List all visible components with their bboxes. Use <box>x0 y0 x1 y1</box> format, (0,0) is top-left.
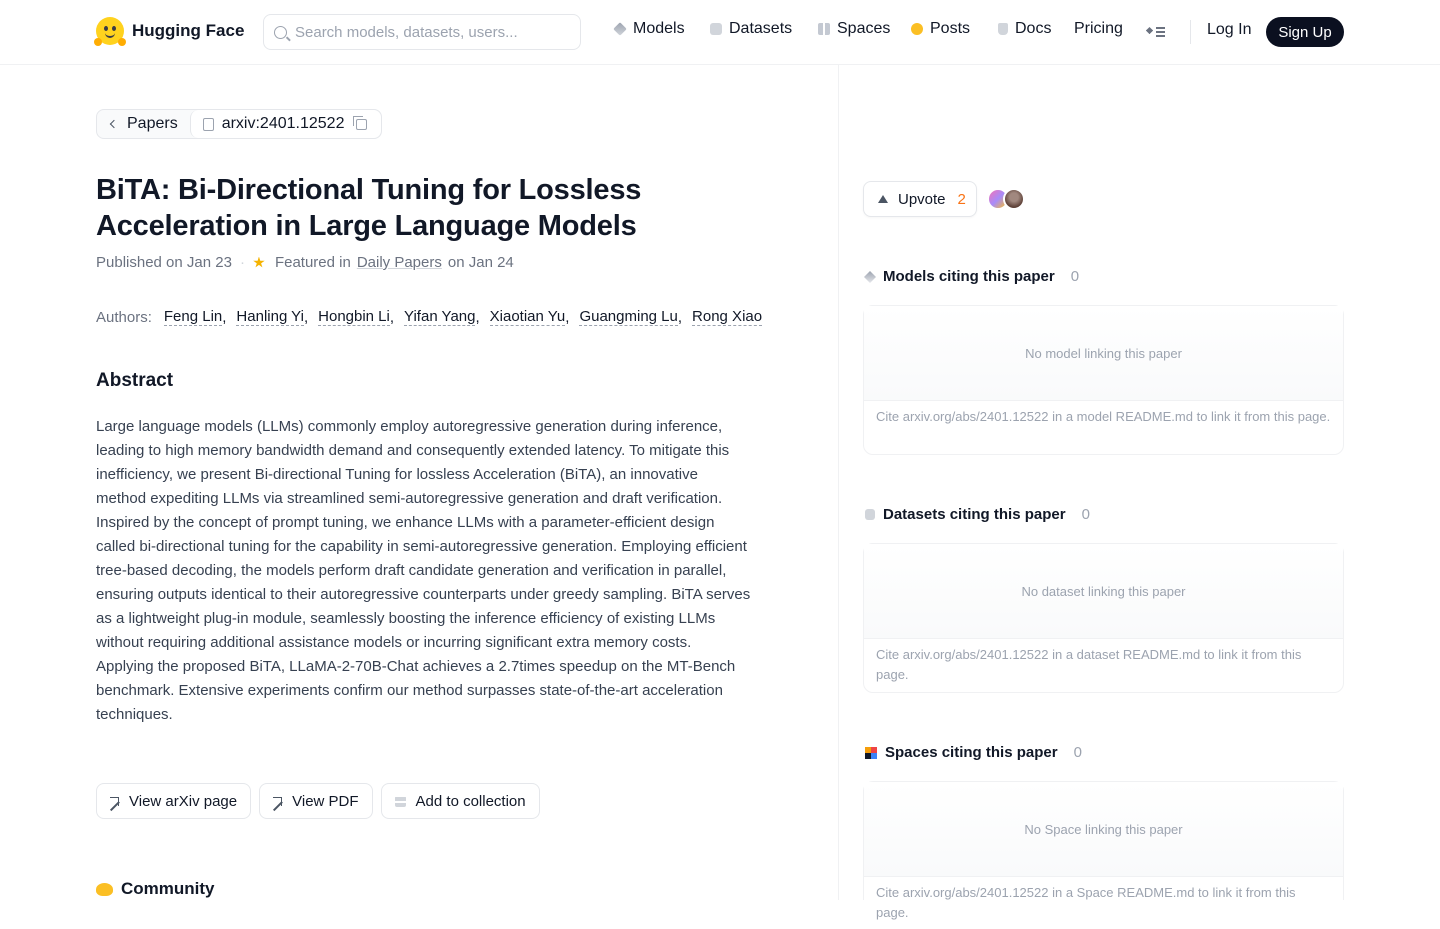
view-arxiv-label: View arXiv page <box>129 792 238 810</box>
models-cite-hint: Cite arxiv.org/abs/2401.12522 in a model README.md to link it from this page. <box>876 409 1331 424</box>
login-link[interactable]: Log In <box>1207 21 1252 38</box>
paper-title: BiTA: Bi-Directional Tuning for Lossless Acceleration in Large Language Models <box>96 174 642 242</box>
breadcrumb <box>96 109 382 139</box>
back-to-papers-link[interactable] <box>97 110 190 138</box>
paper-actions <box>96 783 540 819</box>
spaces-citing-title: Spaces citing this paper <box>885 744 1058 761</box>
featured-suffix: on Jan 24 <box>447 254 514 271</box>
paper-meta <box>96 254 514 271</box>
author-link[interactable]: Yifan Yang <box>404 308 476 325</box>
column-divider <box>838 65 839 900</box>
spaces-empty-state: No Space linking this paper <box>864 782 1343 877</box>
abstract-heading: Abstract <box>96 370 174 391</box>
book-icon <box>998 23 1008 35</box>
featured-prefix: Featured in <box>274 254 351 271</box>
breadcrumb-papers-label: Papers <box>127 115 178 132</box>
hugging-face-logo-icon <box>96 17 124 45</box>
nav-datasets-label: Datasets <box>729 20 793 37</box>
cube-icon <box>864 270 876 282</box>
top-navigation-bar <box>0 0 1440 65</box>
models-empty-state: No model linking this paper <box>864 306 1343 401</box>
models-citing-heading <box>865 268 1079 285</box>
upvoter-avatars[interactable] <box>987 188 1025 210</box>
external-link-icon <box>110 797 119 806</box>
nav-spaces-label: Spaces <box>837 20 891 37</box>
spaces-citing-card <box>863 781 1344 920</box>
datasets-citing-heading <box>865 506 1090 523</box>
brand-name: Hugging Face <box>132 21 245 40</box>
spaces-citing-count: 0 <box>1073 744 1082 761</box>
models-citing-count: 0 <box>1070 268 1080 285</box>
daily-papers-link[interactable]: Daily Papers <box>356 254 442 271</box>
authors-label: Authors: <box>96 308 152 326</box>
speech-bubble-icon <box>911 23 923 35</box>
search-box[interactable] <box>263 14 581 50</box>
collection-icon <box>395 796 406 807</box>
grid-icon <box>818 23 830 35</box>
datasets-cite-hint: Cite arxiv.org/abs/2401.12522 in a dataset README.md to link it from this page. <box>876 647 1302 682</box>
view-arxiv-button[interactable] <box>96 783 251 819</box>
brand-logo[interactable] <box>96 17 244 45</box>
search-input[interactable] <box>295 24 565 41</box>
chevron-left-icon <box>110 120 118 128</box>
datasets-empty-state: No dataset linking this paper <box>864 544 1343 639</box>
nav-docs-label: Docs <box>1015 20 1052 37</box>
header-divider <box>1190 20 1191 44</box>
author-link[interactable]: Rong Xiao <box>692 308 763 325</box>
meta-separator: · <box>239 254 245 271</box>
nav-pricing[interactable] <box>1074 20 1123 38</box>
authors-list: Authors: Feng Lin , Hanling Yi , Hongbin Li , Yifan Yang , Xiaotian Yu , Guangming Lu , Rong Xiao <box>96 308 763 326</box>
view-pdf-label: View PDF <box>292 792 359 810</box>
datasets-citing-card <box>863 543 1344 693</box>
copy-icon[interactable] <box>356 119 367 130</box>
hugging-hands-icon <box>96 883 113 896</box>
view-pdf-button[interactable] <box>259 783 372 819</box>
abstract-text: Large language models (LLMs) commonly employ autoregressive generation during inference, leading to high memory bandwidth demand and consequently extended latency. To mitigate this inefficiency, we present Bi-directional Tuning for lossless Acceleration (BiTA), an innovative method expediting LLMs via streamlined semi-autoregressive generation and draft verification. Inspired by the concept of prompt tuning, we enhance LLMs with a parameter-efficient design called bi-directional tuning for the capability in semi-autoregressive generation. Employing efficient tree-based decoding, the models perform draft candidate generation and verification in parallel, ensuring outputs identical to their autoregressive counterparts under greedy sampling. BiTA serves as a lightweight plug-in module, seamlessly boosting the inference efficiency of existing LLMs without requiring additional assistance models or incurring significant extra memory costs. Applying the proposed BiTA, LLaMA-2-70B-Chat achieves a 2.7times speedup on the MT-Bench benchmark. Extensive experiments confirm our method surpasses state-of-the-art acceleration techniques. <box>96 418 751 723</box>
upvote-button[interactable] <box>863 181 977 217</box>
nav-models-label: Models <box>633 20 685 37</box>
triangle-up-icon <box>878 195 888 203</box>
add-to-collection-button[interactable] <box>381 783 540 819</box>
nav-models[interactable] <box>614 20 685 38</box>
more-menu-icon[interactable] <box>1147 26 1165 38</box>
author-link[interactable]: Hanling Yi <box>236 308 304 325</box>
nav-pricing-label: Pricing <box>1074 20 1123 37</box>
community-label: Community <box>121 879 215 898</box>
datasets-citing-count: 0 <box>1081 506 1090 523</box>
database-icon <box>865 509 875 520</box>
author-link[interactable]: Xiaotian Yu <box>489 308 566 325</box>
spaces-grid-icon <box>865 747 877 759</box>
upvote-label: Upvote <box>898 190 946 208</box>
database-icon <box>710 23 722 35</box>
external-link-icon <box>273 797 282 806</box>
datasets-citing-title: Datasets citing this paper <box>883 506 1066 523</box>
paper-id: arxiv:2401.12522 <box>221 115 345 132</box>
cube-icon <box>613 22 627 36</box>
nav-docs[interactable] <box>998 20 1051 38</box>
star-icon <box>253 257 265 269</box>
spaces-citing-heading <box>865 744 1082 761</box>
nav-datasets[interactable] <box>710 20 792 38</box>
add-collection-label: Add to collection <box>415 792 526 810</box>
spaces-cite-hint: Cite arxiv.org/abs/2401.12522 in a Space README.md to link it from this page. <box>876 885 1296 920</box>
paper-id-chip <box>190 110 382 138</box>
document-icon <box>203 118 214 131</box>
signup-button[interactable]: Sign Up <box>1266 17 1344 47</box>
community-heading <box>96 879 215 899</box>
author-link[interactable]: Feng Lin <box>163 308 223 325</box>
author-link[interactable]: Hongbin Li <box>318 308 390 325</box>
models-citing-card <box>863 305 1344 455</box>
upvote-count: 2 <box>957 190 966 208</box>
avatar <box>1003 188 1025 210</box>
author-link[interactable]: Guangming Lu <box>579 308 678 325</box>
nav-spaces[interactable] <box>818 20 890 38</box>
nav-posts[interactable] <box>911 20 970 38</box>
models-citing-title: Models citing this paper <box>883 268 1055 285</box>
published-date: Published on Jan 23 <box>96 254 232 271</box>
search-icon <box>274 26 287 39</box>
nav-posts-label: Posts <box>930 20 971 37</box>
